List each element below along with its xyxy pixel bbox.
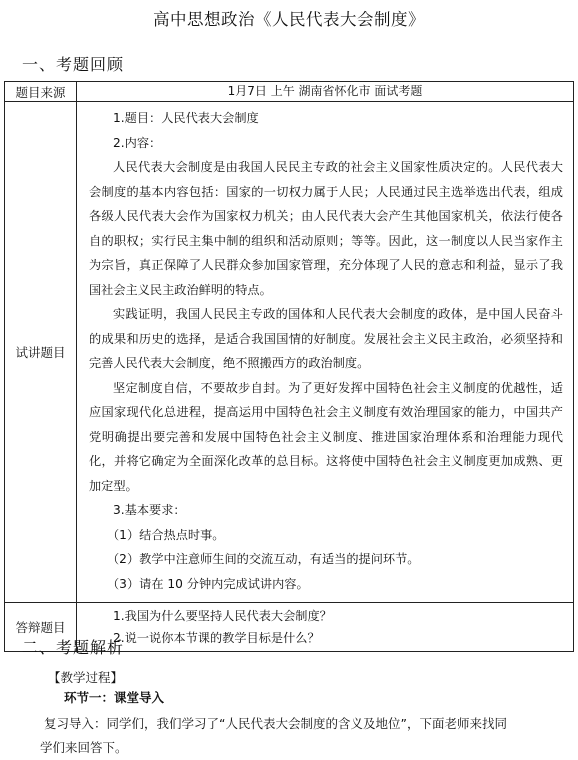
teaching-process-heading: 【教学过程】 xyxy=(48,670,124,685)
requirement-3: （3）请在 10 分钟内完成试讲内容。 xyxy=(107,576,309,591)
lecture-content xyxy=(77,102,574,603)
step-1-heading: 环节一：课堂导入 xyxy=(64,690,165,705)
intro-line-1: 复习导入：同学们，我们学习了“人民代表大会制度的含义及地位”，下面老师来找同 xyxy=(44,716,507,731)
defense-question-1: 1.我国为什么要坚持人民代表大会制度？ xyxy=(113,609,332,623)
section-heading-analysis: 二、考题解析 xyxy=(22,638,125,657)
table-row-source xyxy=(5,82,574,102)
section-heading-review: 一、考题回顾 xyxy=(22,55,125,74)
document-title: 高中思想政治《人民代表大会制度》 xyxy=(153,10,425,29)
exam-table xyxy=(4,81,574,652)
lecture-item-requirements: 3.基本要求： xyxy=(113,503,186,517)
lecture-item-title: 1.题目：人民代表大会制度 xyxy=(113,111,259,125)
lecture-paragraph-2: 实践证明，我国人民民主专政的国体和人民代表大会制度的政体，是中国人民奋斗的成果和历史的选择，是适合我国国情的好制度。发展社会主义民主政治，必须坚持和完善人民代表大会制度，绝不照搬西方的政治制度。 xyxy=(89,307,563,370)
requirement-1: （1）结合热点时事。 xyxy=(107,527,225,542)
requirement-2: （2）教学中注意师生间的交流互动，有适当的提问环节。 xyxy=(107,552,420,566)
lecture-item-content: 2.内容： xyxy=(113,135,162,150)
lecture-label: 试讲题目 xyxy=(5,102,77,603)
defense-question-2: 2.说一说你本节课的教学目标是什么？ xyxy=(113,631,320,645)
table-row-lecture xyxy=(5,102,574,603)
source-label: 题目来源 xyxy=(5,82,77,102)
intro-paragraph xyxy=(40,712,544,760)
defense-content xyxy=(77,603,574,652)
lecture-paragraph-3: 坚定制度自信，不要故步自封。为了更好发挥中国特色社会主义制度的优越性，适应国家现代化总进程，提高运用中国特色社会主义制度有效治理国家的能力，中国共产党明确提出要完善和发展中国特色社会主义制度、推进国家治理体系和治理能力现代化，并将它确定为全面深化改革的总目标。这将使中国特色社会主义制度更加成熟、更加定型。 xyxy=(89,380,563,493)
defense-label: 答辩题目 xyxy=(5,603,77,652)
lecture-paragraph-1: 人民代表大会制度是由我国人民民主专政的社会主义国家性质决定的。人民代表大会制度的基本内容包括：国家的一切权力属于人民；人民通过民主选举选出代表，组成各级人民代表大会作为国家权力机关；由人民代表大会产生其他国家机关，依法行使各自的职权；实行民主集中制的组织和活动原则；等等。因此，这一制度以人民当家作主为宗旨，真正保障了人民群众参加国家管理，充分体现了人民的意志和利益，显示了我国社会主义民主政治鲜明的特点。 xyxy=(89,160,563,297)
intro-line-2: 学们来回答下。 xyxy=(40,740,128,755)
source-value: 1月7日 上午 湖南省怀化市 面试考题 xyxy=(77,82,574,102)
